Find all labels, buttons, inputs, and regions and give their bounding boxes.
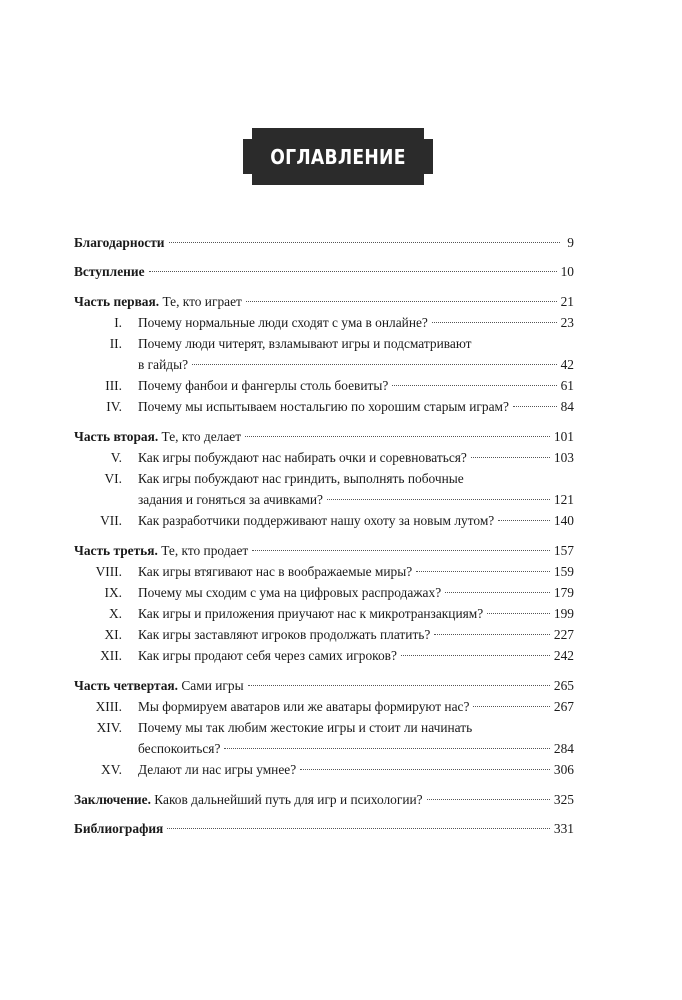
- page-number: 103: [553, 450, 574, 465]
- page-number: 179: [553, 585, 574, 600]
- chapter-number: II.: [109, 336, 122, 351]
- chapter-title: Делают ли нас игры умнее?: [138, 762, 297, 777]
- page-number: 21: [560, 294, 574, 309]
- page-number: 140: [553, 513, 574, 528]
- part-title: Те, кто делает: [158, 429, 242, 444]
- chapter-title: Почему фанбои и фангерлы столь боевиты?: [138, 378, 389, 393]
- page-number: 42: [560, 357, 574, 372]
- page-number: 9: [567, 235, 574, 250]
- toc-chapter-10[interactable]: [74, 603, 574, 624]
- part-label: Часть первая.: [74, 294, 160, 309]
- part-label: Часть вторая.: [74, 429, 159, 444]
- chapter-title-line-1: Почему мы так любим жестокие игры и стоит ли начинать: [138, 720, 473, 735]
- chapter-title: Как игры втягивают нас в воображаемые миры?: [138, 564, 413, 579]
- toc-chapter-13[interactable]: [74, 696, 574, 717]
- toc-entry-part-4[interactable]: [74, 675, 574, 696]
- toc-chapter-7[interactable]: [74, 510, 574, 531]
- entry-label: Библиография: [74, 821, 164, 836]
- part-title: Те, кто продает: [157, 543, 249, 558]
- page-number: 121: [553, 492, 574, 507]
- page-number: 101: [553, 429, 574, 444]
- entry-label: Заключение.: [74, 792, 151, 807]
- chapter-number: VI.: [104, 471, 122, 486]
- entry-label: Благодарности: [74, 235, 165, 250]
- chapter-number: XII.: [100, 648, 122, 663]
- chapter-title-line-2: в гайды?: [138, 357, 189, 372]
- toc-entry-introduction[interactable]: [74, 261, 574, 282]
- chapter-title: Мы формируем аватаров или же аватары формируют нас?: [138, 699, 470, 714]
- chapter-title-line-1: Как игры побуждают нас гриндить, выполнять побочные: [138, 471, 464, 486]
- page-number: 157: [553, 543, 574, 558]
- page-number: 267: [553, 699, 574, 714]
- chapter-title: Как игры и приложения приучают нас к микротранзакциям?: [138, 606, 484, 621]
- chapter-title: Как разработчики поддерживают нашу охоту за новым лутом?: [138, 513, 495, 528]
- part-title: Те, кто играет: [159, 294, 242, 309]
- page-number: 199: [553, 606, 574, 621]
- toc-chapter-5[interactable]: [74, 447, 574, 468]
- chapter-title-line-2: задания и гоняться за ачивками?: [138, 492, 323, 507]
- chapter-number: XIII.: [95, 699, 122, 714]
- chapter-title-line-2: беспокоиться?: [138, 741, 221, 756]
- entry-title: Каков дальнейший путь для игр и психологии?: [150, 792, 423, 807]
- page-number: 159: [553, 564, 574, 579]
- part-label: Часть четвертая.: [74, 678, 179, 693]
- chapter-number: X.: [108, 606, 122, 621]
- toc-entry-part-1[interactable]: [74, 291, 574, 312]
- toc-entry-bibliography[interactable]: [74, 818, 574, 839]
- page-number: 10: [560, 264, 574, 279]
- page-number: 23: [560, 315, 574, 330]
- toc-chapter-12[interactable]: [74, 645, 574, 666]
- table-of-contents: [74, 232, 574, 839]
- entry-label: Вступление: [74, 264, 145, 279]
- chapter-title: Как игры заставляют игроков продолжать платить?: [138, 627, 431, 642]
- chapter-number: XI.: [104, 627, 122, 642]
- chapter-number: I.: [114, 315, 122, 330]
- page-number: 61: [560, 378, 574, 393]
- chapter-number: V.: [110, 450, 122, 465]
- chapter-number: VIII.: [95, 564, 122, 579]
- page-number: 284: [553, 741, 574, 756]
- toc-chapter-1[interactable]: [74, 312, 574, 333]
- part-title: Сами игры: [178, 678, 244, 693]
- page-number: 306: [553, 762, 574, 777]
- toc-chapter-8[interactable]: [74, 561, 574, 582]
- page-number: 84: [560, 399, 574, 414]
- page-number: 325: [553, 792, 574, 807]
- chapter-title: Как игры побуждают нас набирать очки и соревноваться?: [138, 450, 467, 465]
- toc-chapter-6[interactable]: [74, 468, 574, 510]
- chapter-title: Почему мы сходим с ума на цифровых распродажах?: [138, 585, 442, 600]
- toc-chapter-15[interactable]: [74, 759, 574, 780]
- chapter-number: VII.: [100, 513, 122, 528]
- toc-entry-part-2[interactable]: [74, 426, 574, 447]
- chapter-number: III.: [105, 378, 122, 393]
- toc-entry-conclusion[interactable]: [74, 789, 574, 810]
- toc-chapter-2[interactable]: [74, 333, 574, 375]
- toc-entry-acknowledgements[interactable]: [74, 232, 574, 253]
- toc-chapter-14[interactable]: [74, 717, 574, 759]
- toc-title: ОГЛАВЛЕНИЕ: [270, 144, 406, 169]
- toc-title-banner: [243, 128, 433, 185]
- chapter-number: IX.: [104, 585, 122, 600]
- chapter-title: Как игры продают себя через самих игроков?: [138, 648, 397, 663]
- page-number: 242: [553, 648, 574, 663]
- chapter-number: XIV.: [96, 720, 122, 735]
- toc-chapter-9[interactable]: [74, 582, 574, 603]
- chapter-title: Почему мы испытываем ностальгию по хорошим старым играм?: [138, 399, 509, 414]
- page-number: 227: [553, 627, 574, 642]
- part-label: Часть третья.: [74, 543, 158, 558]
- chapter-title-line-1: Почему люди читерят, взламывают игры и подсматривают: [138, 336, 472, 351]
- page-number: 331: [553, 821, 574, 836]
- toc-entry-part-3[interactable]: [74, 540, 574, 561]
- chapter-title: Почему нормальные люди сходят с ума в онлайне?: [138, 315, 428, 330]
- toc-chapter-4[interactable]: [74, 396, 574, 417]
- chapter-number: IV.: [106, 399, 122, 414]
- page-number: 265: [553, 678, 574, 693]
- toc-chapter-11[interactable]: [74, 624, 574, 645]
- toc-chapter-3[interactable]: [74, 375, 574, 396]
- chapter-number: XV.: [101, 762, 122, 777]
